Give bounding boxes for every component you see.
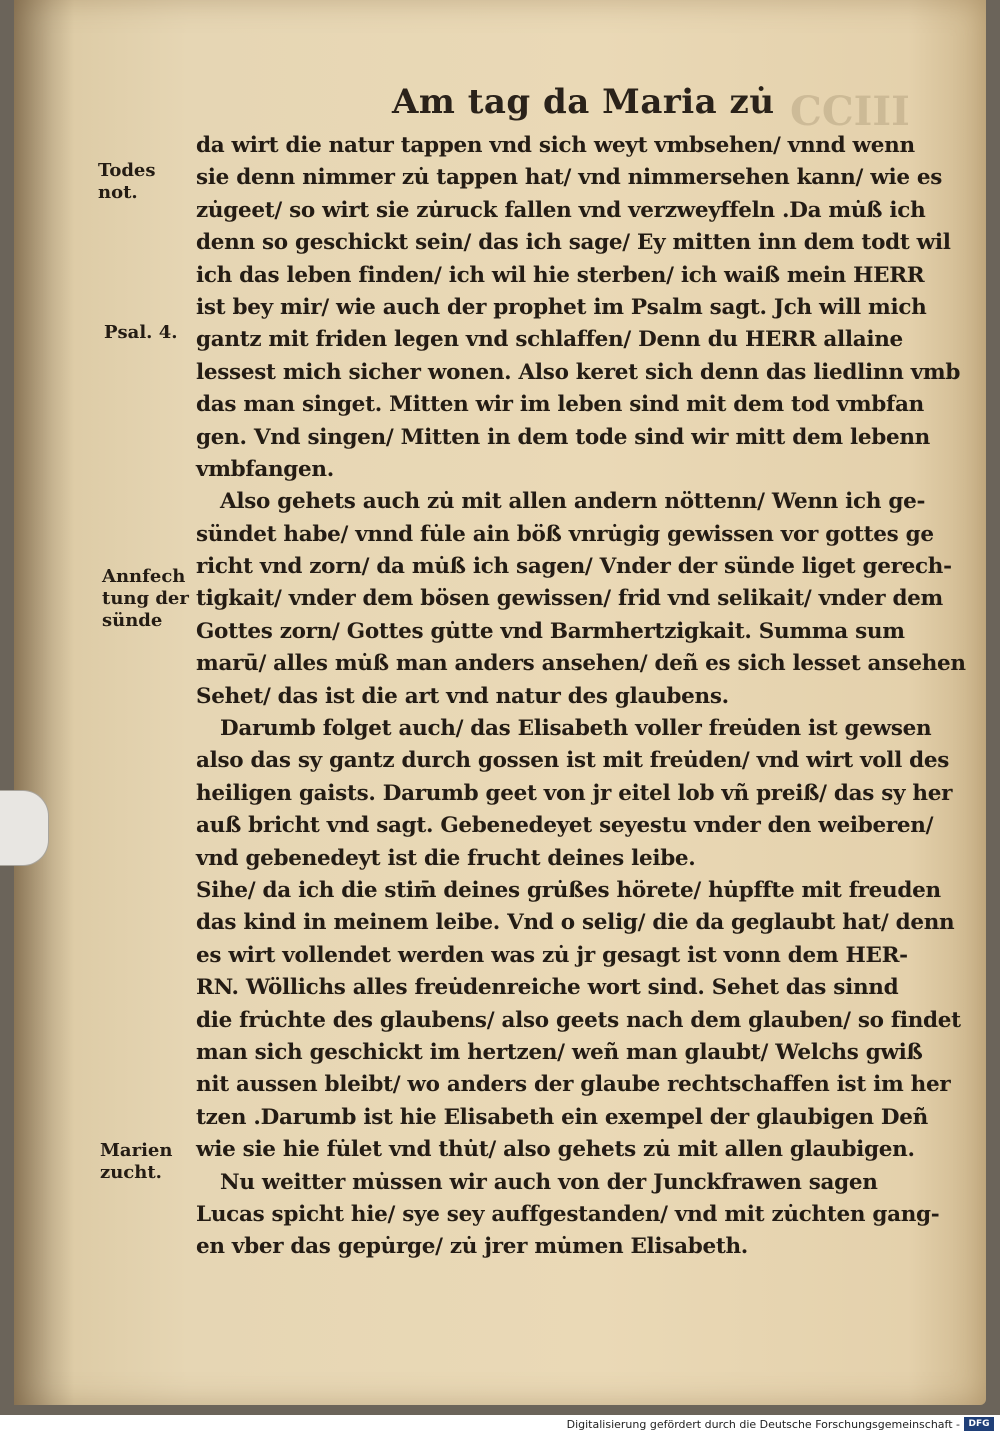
text-line: heiligen gaists. Darumb geet von jr eitel lob vñ preiß/ das sy her xyxy=(196,780,953,806)
page-clip xyxy=(0,790,49,866)
margin-note-text: Todes not. xyxy=(98,160,156,203)
text-line: denn so geschickt sein/ das ich sage/ Ey mitten inn dem todt wil xyxy=(196,230,951,256)
text-line: vmbfangen. xyxy=(196,456,334,482)
folio-number: CCIII xyxy=(790,88,910,135)
running-head: Am tag da Maria zu̇ xyxy=(392,82,775,122)
text-line: gen. Vnd singen/ Mitten in dem tode sind wir mitt dem lebenn xyxy=(196,424,930,450)
text-line: RN. Wöllichs alles freu̇denreiche wort sind. Sehet das sinnd xyxy=(196,975,899,1001)
text-line: Sihe/ da ich die stim̄ deines gru̇ßes hörete/ hu̇pffte mit freuden xyxy=(196,877,941,903)
text-line: ich das leben finden/ ich wil hie sterben/ ich waiß mein HERR xyxy=(196,262,925,288)
margin-note-psalm xyxy=(104,322,178,344)
text-line: tigkait/ vnder dem bösen gewissen/ frid vnd selikait/ vnder dem xyxy=(196,586,944,612)
body-text xyxy=(196,130,966,1264)
margin-note-todes-not xyxy=(98,160,156,204)
text-line: Nu weitter mu̇ssen wir auch von der Junckfrawen sagen xyxy=(220,1169,878,1195)
text-line: da wirt die natur tappen vnd sich weyt vmbsehen/ vnnd wenn xyxy=(196,133,915,158)
text-line: zu̇geet/ so wirt sie zu̇ruck fallen vnd verzweyffeln .Da mu̇ß ich xyxy=(196,197,926,223)
text-line: das man singet. Mitten wir im leben sind mit dem tod vmbfan xyxy=(196,392,924,418)
margin-note-text: Psal. 4. xyxy=(104,322,178,343)
text-line: Darumb folget auch/ das Elisabeth voller freu̇den ist gewsen xyxy=(220,716,932,742)
text-line: vnd gebenedeyt ist die frucht deines leibe. xyxy=(196,845,696,871)
margin-note-text: Annfech tung der sünde xyxy=(102,566,189,631)
text-line: richt vnd zorn/ da mu̇ß ich sagen/ Vnder der sünde liget gerech- xyxy=(196,554,952,580)
footer-bar xyxy=(0,1415,1000,1435)
text-line: also das sy gantz durch gossen ist mit freu̇den/ vnd wirt voll des xyxy=(196,748,950,774)
text-line: die fru̇chte des glaubens/ also geets nach dem glauben/ so findet xyxy=(196,1007,961,1033)
margin-note-anfechtung xyxy=(102,566,189,632)
text-line: auß bricht vnd sagt. Gebenedeyet seyestu vnder den weiberen/ xyxy=(196,813,934,839)
text-line: sündet habe/ vnnd fu̇le ain böß vnru̇gig gewissen vor gottes ge xyxy=(196,521,934,547)
text-line: tzen .Darumb ist hie Elisabeth ein exempel der glaubigen Deñ xyxy=(196,1104,928,1130)
text-line: Also gehets auch zu̇ mit allen andern nöttenn/ Wenn ich ge- xyxy=(220,489,926,515)
text-line: Gottes zorn/ Gottes gu̇tte vnd Barmhertzigkait. Summa sum xyxy=(196,618,905,644)
text-line: sie denn nimmer zu̇ tappen hat/ vnd nimmersehen kann/ wie es xyxy=(196,165,943,191)
text-line: en vber das gepu̇rge/ zu̇ jrer mu̇men Elisabeth. xyxy=(196,1234,748,1260)
margin-note-marien-zucht xyxy=(100,1140,172,1184)
text-line: Lucas spicht hie/ sye sey auffgestanden/ vnd mit zu̇chten gang- xyxy=(196,1201,940,1227)
dfg-logo-icon: DFG xyxy=(964,1417,994,1431)
text-line: lessest mich sicher wonen. Also keret sich denn das liedlinn vmb xyxy=(196,359,961,385)
text-line: man sich geschickt im hertzen/ weñ man glaubt/ Welchs gwiß xyxy=(196,1039,923,1065)
text-line: gantz mit friden legen vnd schlaffen/ Denn du HERR allaine xyxy=(196,327,903,353)
text-line: Sehet/ das ist die art vnd natur des glaubens. xyxy=(196,683,729,709)
footer-credit: Digitalisierung gefördert durch die Deutsche Forschungsgemeinschaft - xyxy=(566,1418,960,1431)
text-line: marū/ alles mu̇ß man anders ansehen/ deñ es sich lesset ansehen xyxy=(196,651,966,677)
text-line: nit aussen bleibt/ wo anders der glaube rechtschaffen ist im her xyxy=(196,1072,951,1098)
margin-note-text: Marien zucht. xyxy=(100,1140,173,1183)
text-line: es wirt vollendet werden was zu̇ jr gesagt ist vonn dem HER- xyxy=(196,942,908,968)
book-gutter-shadow xyxy=(14,0,74,1405)
text-line: wie sie hie fu̇let vnd thu̇t/ also gehets zu̇ mit allen glaubigen. xyxy=(196,1137,915,1163)
text-line: ist bey mir/ wie auch der prophet im Psalm sagt. Jch will mich xyxy=(196,294,927,320)
text-line: das kind in meinem leibe. Vnd o selig/ die da geglaubt hat/ denn xyxy=(196,910,955,936)
